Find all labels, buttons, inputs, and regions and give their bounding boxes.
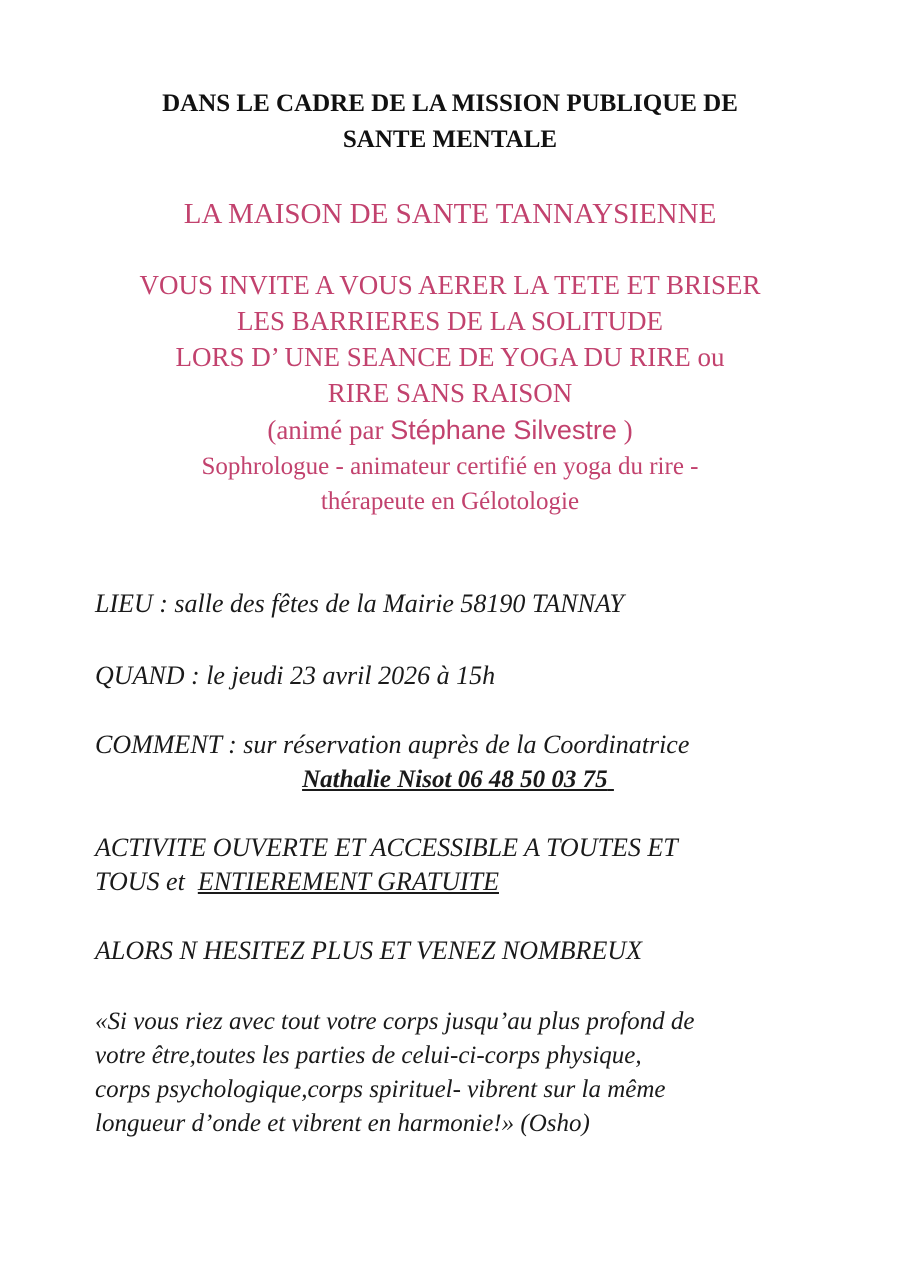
quote-line-1: «Si vous riez avec tout votre corps jusqu’au plus profond de bbox=[95, 1008, 695, 1035]
invitation-line-4: RIRE SANS RAISON bbox=[327, 378, 573, 408]
quand-line: QUAND : le jeudi 23 avril 2026 à 15h bbox=[95, 661, 496, 690]
animator-prefix: (animé par bbox=[267, 415, 391, 445]
alors-line: ALORS N HESITEZ PLUS ET VENEZ NOMBREUX bbox=[95, 936, 642, 965]
animator-name: Stéphane Silvestre bbox=[390, 415, 617, 445]
quote-line-3: corps psychologique,corps spirituel- vibrent sur la même bbox=[95, 1076, 666, 1103]
quote-line-4: longueur d’onde et vibrent en harmonie!» (Osho) bbox=[95, 1110, 590, 1137]
free-label: ENTIEREMENT GRATUITE bbox=[197, 867, 499, 896]
osho-quote bbox=[95, 1005, 855, 1141]
activite-prefix: TOUS et bbox=[95, 867, 198, 896]
lieu-line: LIEU : salle des fêtes de la Mairie 58190 TANNAY bbox=[95, 589, 624, 618]
animator-suffix: ) bbox=[616, 415, 633, 445]
invitation-line-3: LORS D’ UNE SEANCE DE YOGA DU RIRE ou bbox=[175, 342, 725, 372]
quote-line-2: votre être,toutes les parties de celui-ci-corps physique, bbox=[95, 1042, 642, 1069]
contact-line bbox=[0, 764, 900, 796]
coordinator-contact: Nathalie Nisot 06 48 50 03 75 bbox=[302, 766, 608, 793]
header-line-2: SANTE MENTALE bbox=[342, 126, 558, 153]
activite-line-1: ACTIVITE OUVERTE ET ACCESSIBLE A TOUTES ET bbox=[95, 833, 678, 862]
invitation-line-1: VOUS INVITE A VOUS AERER LA TETE ET BRISER bbox=[139, 270, 761, 300]
comment-line: COMMENT : sur réservation auprès de la Coordinatrice bbox=[95, 730, 690, 759]
animator-line bbox=[0, 413, 900, 447]
credentials-line-1: Sophrologue - animateur certifié en yoga du rire - bbox=[201, 453, 699, 480]
header-line-1: DANS LE CADRE DE LA MISSION PUBLIQUE DE bbox=[162, 90, 738, 117]
organizer-title: LA MAISON DE SANTE TANNAYSIENNE bbox=[183, 198, 717, 230]
invitation-line-2: LES BARRIERES DE LA SOLITUDE bbox=[236, 306, 663, 336]
activite-line-2 bbox=[95, 866, 855, 898]
credentials-line-2: thérapeute en Gélotologie bbox=[320, 488, 580, 515]
